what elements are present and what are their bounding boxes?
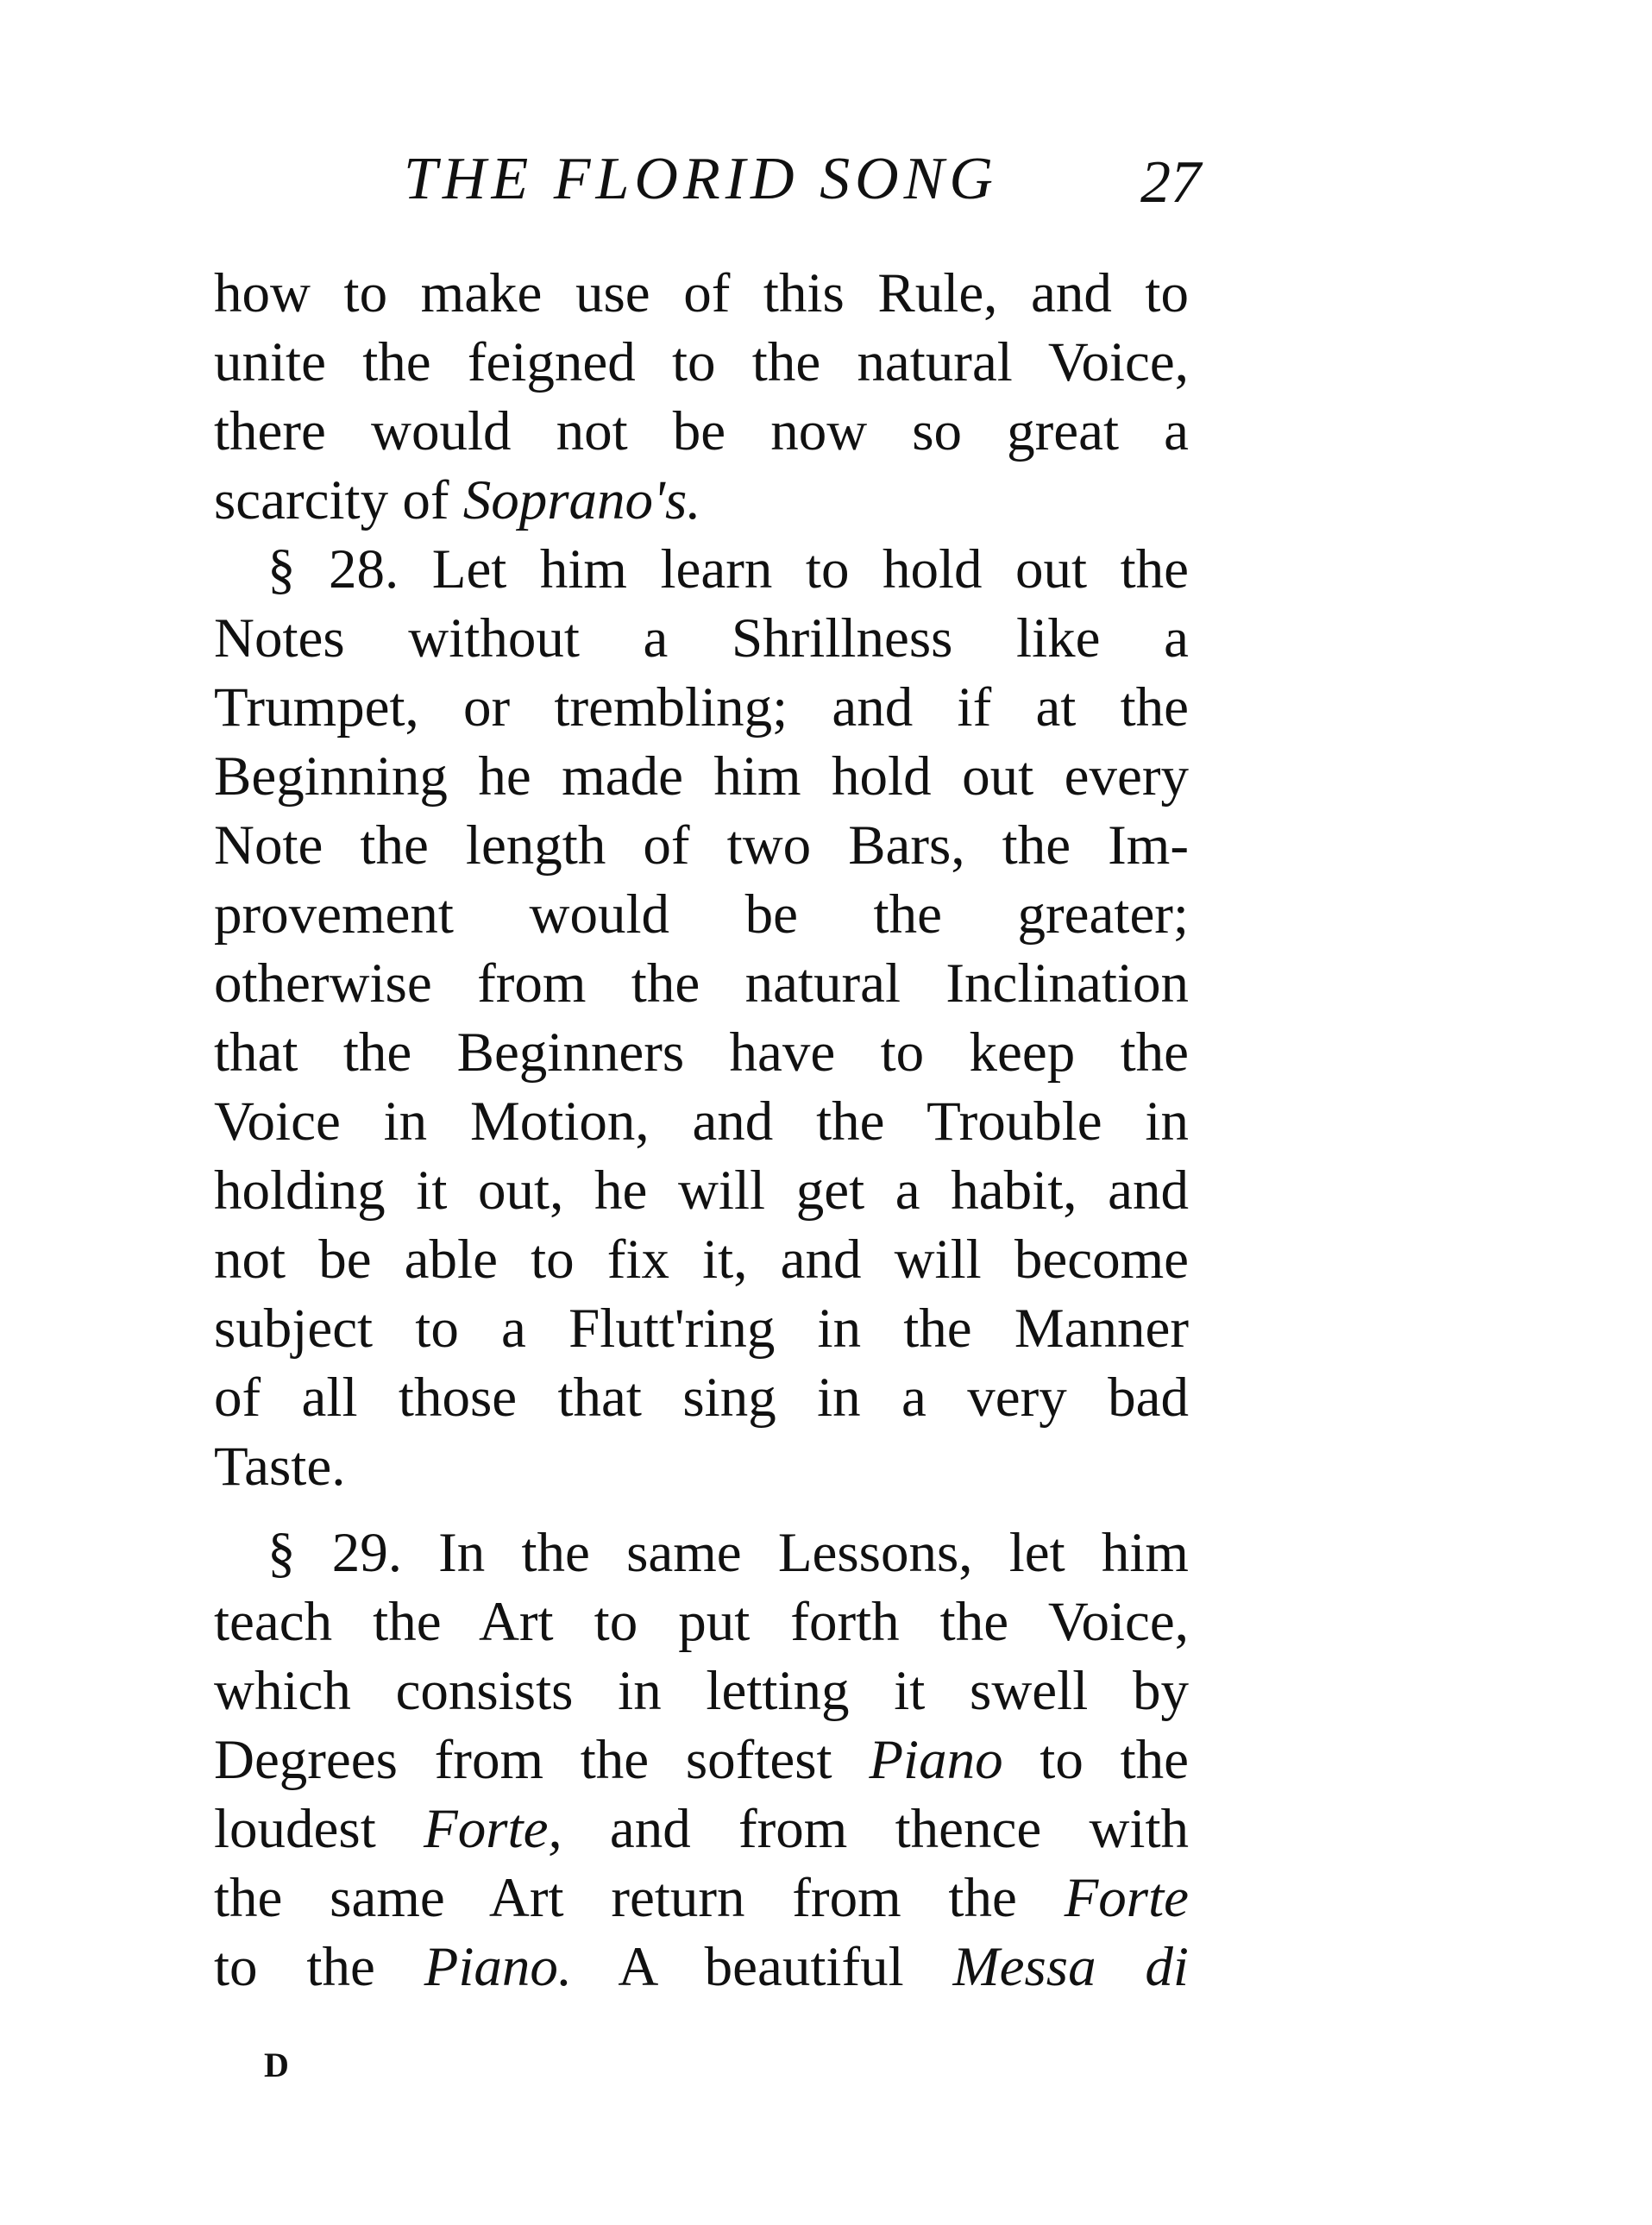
signature-mark: D [264, 2046, 290, 2084]
text-span: scarcity of [214, 469, 463, 531]
text-line: of all those that sing in a very bad [214, 1367, 1189, 1429]
text-line: Taste. [214, 1436, 346, 1498]
text-span: to the [1002, 1729, 1189, 1791]
text-line: unite the feigned to the natural Voice, [214, 331, 1189, 393]
italic-term: Forte [1064, 1867, 1189, 1929]
text-line: Voice in Motion, and the Trouble in [214, 1091, 1189, 1153]
text-span: loudest [214, 1798, 424, 1860]
paragraph-gap [214, 1501, 1189, 1518]
text-line: Note the length of two Bars, the Im- [214, 814, 1189, 877]
italic-term: Forte, [424, 1798, 562, 1860]
section-28-first-line: § 28. Let him learn to hold out the [267, 538, 1189, 600]
text-line: holding it out, he will get a habit, and [214, 1160, 1189, 1222]
text-line: that the Beginners have to keep the [214, 1021, 1189, 1084]
text-span: A beautiful [572, 1936, 953, 1998]
text-line: not be able to fix it, and will become [214, 1229, 1189, 1291]
text-line [214, 1864, 1189, 1933]
section-29-first-line: § 29. In the same Lessons, let him [267, 1522, 1189, 1584]
text-line: how to make use of this Rule, and to [214, 262, 1189, 324]
text-line [214, 1725, 1189, 1794]
text-line: there would not be now so great a [214, 400, 1189, 462]
italic-term: Piano [869, 1729, 1003, 1791]
text-line: provement would be the greater; [214, 883, 1189, 946]
text-line: Beginning he made him hold out every [214, 745, 1189, 808]
italic-term: Piano. [424, 1936, 573, 1998]
text-line: subject to a Flutt'ring in the Manner [214, 1298, 1189, 1360]
italic-term: Messa di [952, 1936, 1189, 1998]
text-line: otherwise from the natural Inclination [214, 952, 1189, 1015]
text-line: teach the Art to put forth the Voice, [214, 1591, 1189, 1653]
text-line: Trumpet, or trembling; and if at the [214, 676, 1189, 739]
text-span: Degrees from the softest [214, 1729, 870, 1791]
body-text [214, 259, 1189, 2002]
text-line: Notes without a Shrillness like a [214, 607, 1189, 669]
italic-term: Soprano's. [462, 469, 701, 531]
text-span: and from thence with [562, 1798, 1190, 1860]
text-line [214, 466, 1189, 535]
text-line [214, 1794, 1189, 1864]
text-line: which consists in letting it swell by [214, 1660, 1189, 1722]
running-title: THE FLORID SONG [404, 146, 998, 212]
text-span: the same Art return from the [214, 1867, 1065, 1929]
page-number: 27 [1140, 149, 1201, 216]
running-header [0, 145, 1652, 223]
text-line [214, 1933, 1189, 2002]
text-span: to the [214, 1936, 424, 1998]
